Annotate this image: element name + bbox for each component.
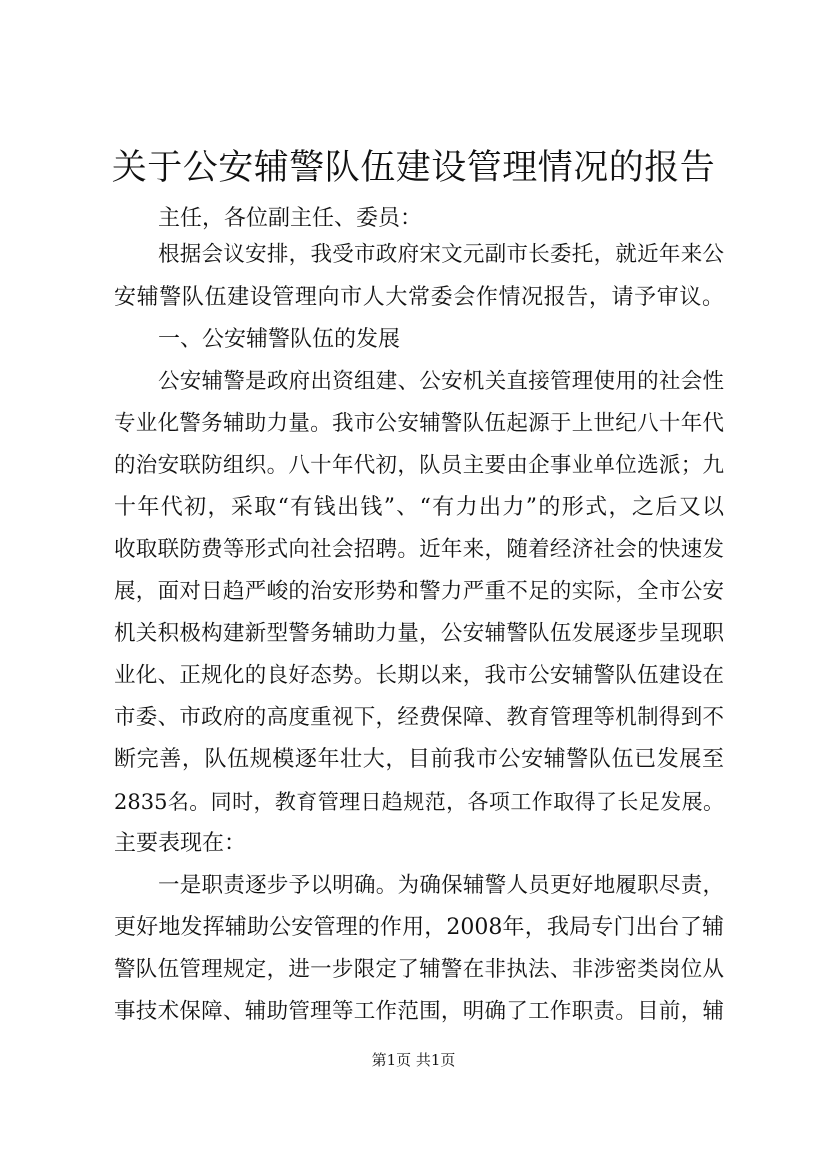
paragraph-line: 主要表现在： [114, 831, 247, 856]
paragraph-line: 展，面对日趋严峻的治安形势和警力严重不足的实际，全市公安 [114, 579, 724, 604]
paragraph-line: 2835名。同时，教育管理日趋规范，各项工作取得了长足发展。 [114, 790, 724, 814]
paragraph-line: 业化、正规化的良好态势。长期以来，我市公安辅警队伍建设在 [114, 663, 724, 688]
page-footer: 第1页 共1页 [371, 1051, 456, 1069]
paragraph-line: 收取联防费等形式向社会招聘。近年来，随着经济社会的快速发 [114, 537, 724, 562]
paragraph-line: 警队伍管理规定，进一步限定了辅警在非执法、非涉密类岗位从 [114, 957, 724, 982]
paragraph-line: 十年代初，采取“有钱出钱”、“有力出力”的形式，之后又以 [114, 495, 724, 520]
paragraph-line: 市委、市政府的高度重视下，经费保障、教育管理等机制得到不 [114, 705, 724, 730]
paragraph-line: 一是职责逐步予以明确。为确保辅警人员更好地履职尽责， [158, 873, 724, 898]
paragraph-line: 专业化警务辅助力量。我市公安辅警队伍起源于上世纪八十年代 [114, 411, 724, 436]
paragraph-line: 根据会议安排，我受市政府宋文元副市长委托，就近年来公 [158, 242, 724, 267]
paragraph-line: 机关积极构建新型警务辅助力量，公安辅警队伍发展逐步呈现职 [114, 621, 724, 646]
salutation-line: 主任，各位副主任、委员： [158, 206, 423, 231]
paragraph-line: 的治安联防组织。八十年代初，队员主要由企事业单位选派；九 [114, 453, 724, 478]
paragraph-line: 断完善，队伍规模逐年壮大，目前我市公安辅警队伍已发展至 [114, 747, 724, 772]
paragraph-line: 更好地发挥辅助公安管理的作用，2008年，我局专门出台了辅 [114, 915, 724, 940]
document-title: 关于公安辅警队伍建设管理情况的报告 [111, 148, 716, 188]
section-heading: 一、公安辅警队伍的发展 [158, 327, 401, 352]
paragraph-line: 公安辅警是政府出资组建、公安机关直接管理使用的社会性 [158, 369, 724, 394]
paragraph-line: 安辅警队伍建设管理向市人大常委会作情况报告，请予审议。 [114, 285, 724, 310]
paragraph-line: 事技术保障、辅助管理等工作范围，明确了工作职责。目前，辅 [114, 999, 724, 1024]
